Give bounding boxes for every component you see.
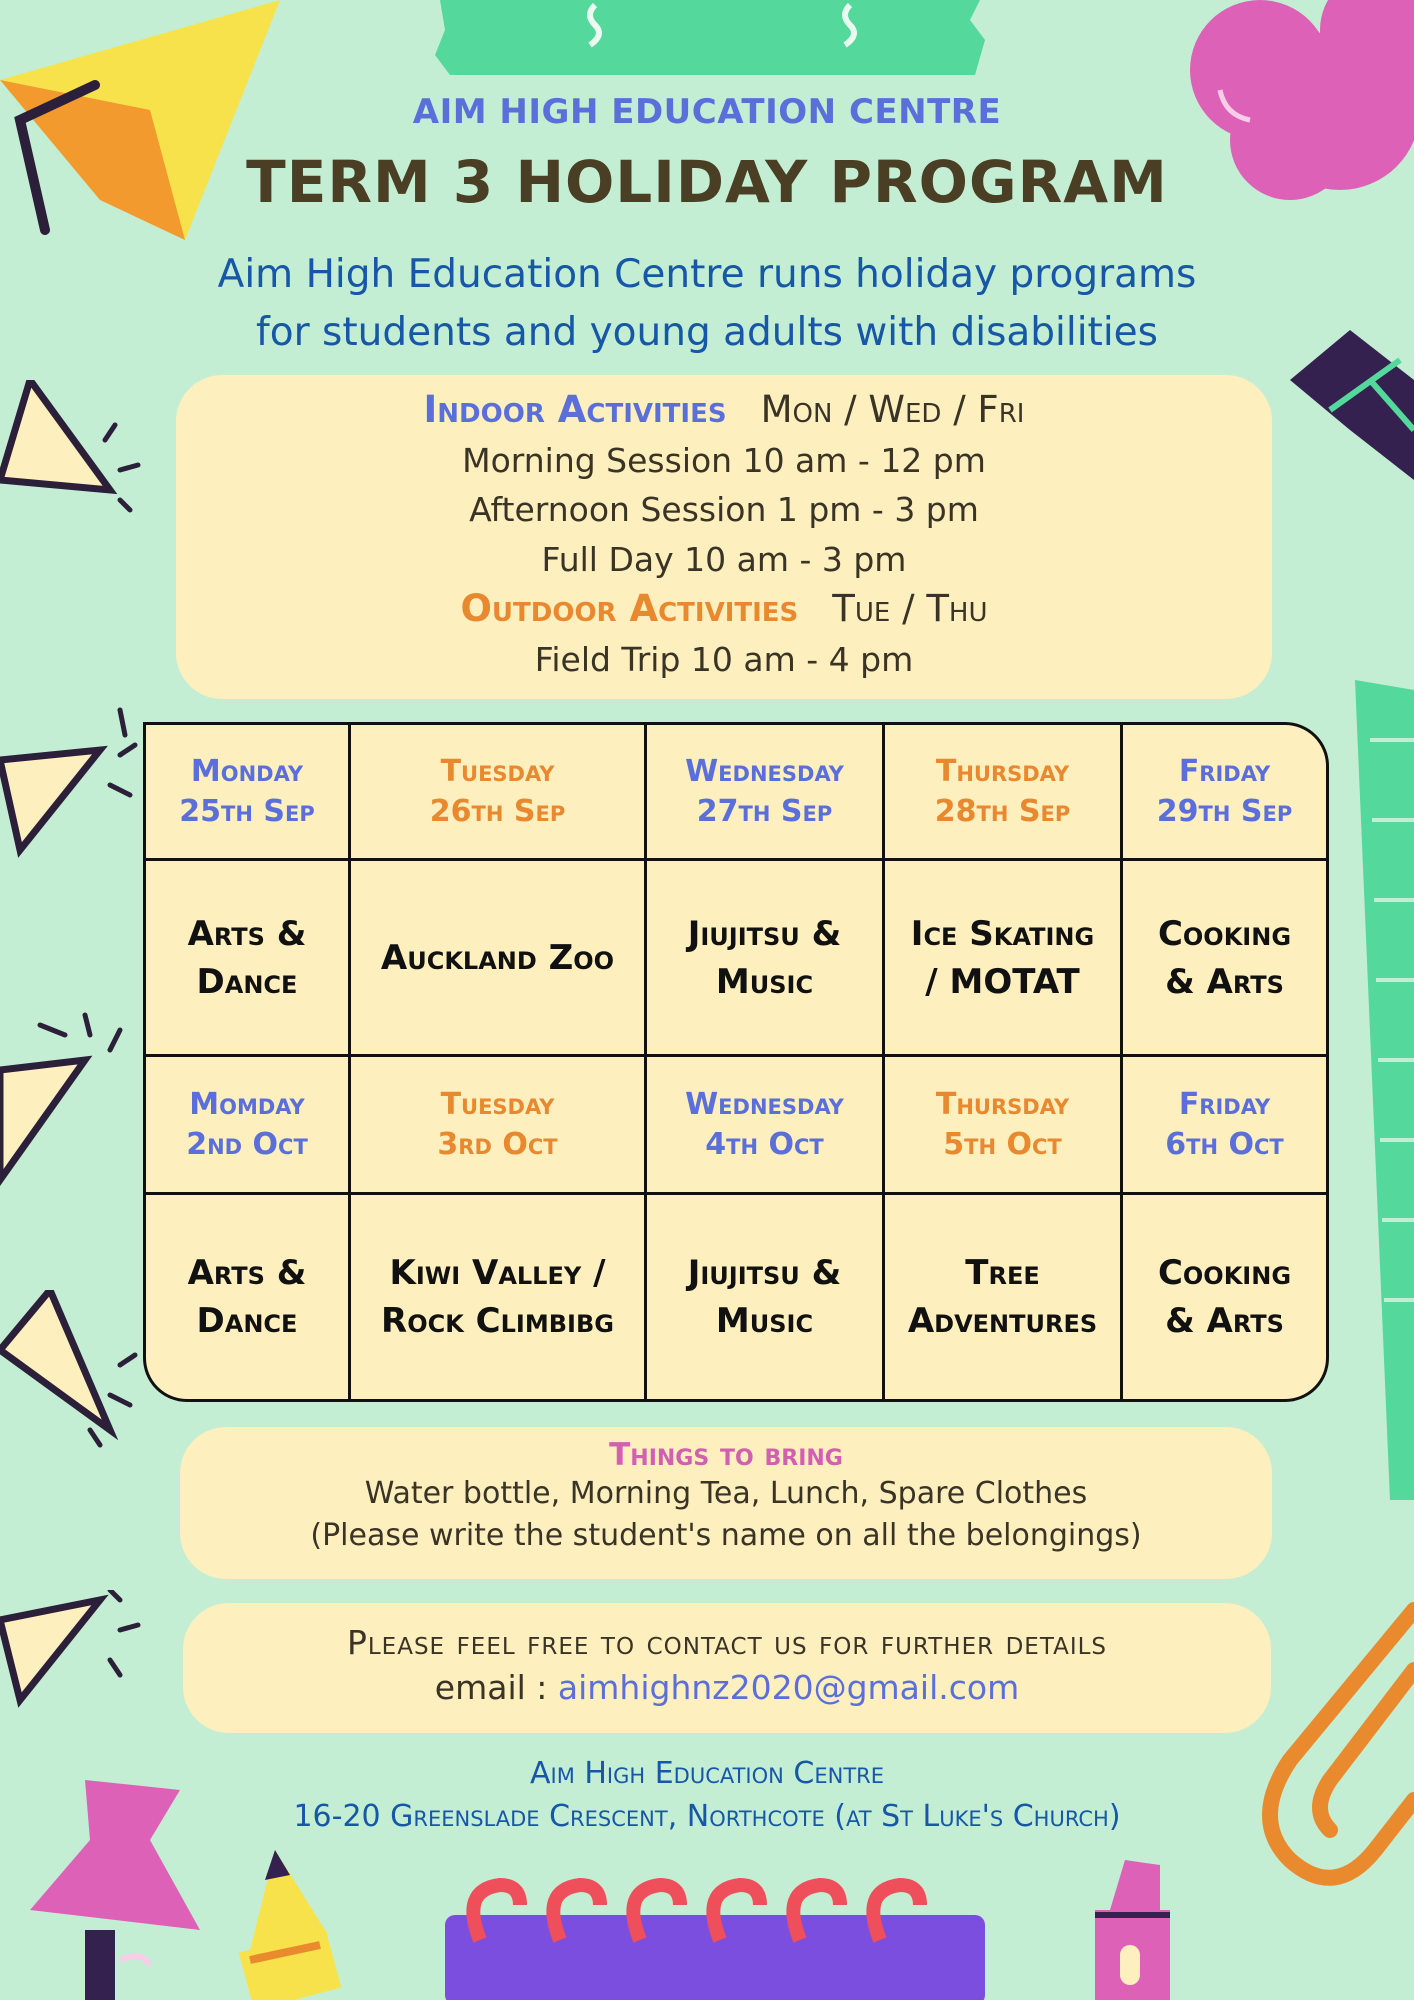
day-date: 4th Oct	[705, 1126, 824, 1162]
activity-cell	[1123, 861, 1326, 1057]
day-name: Thursday	[935, 753, 1070, 789]
arrow-cursor-icon	[0, 1290, 150, 1450]
activity-cell	[146, 861, 351, 1057]
day-date: 29th Sep	[1156, 793, 1293, 829]
email-link[interactable]: aimhighnz2020@gmail.com	[557, 1668, 1020, 1707]
morning-session: Morning Session 10 am - 12 pm	[462, 440, 986, 480]
activity-name: Dance	[196, 961, 298, 1002]
intro-line: Aim High Education Centre runs holiday programs	[217, 252, 1197, 297]
notebook-illustration	[440, 1870, 990, 2000]
full-day-session: Full Day 10 am - 3 pm	[541, 539, 907, 579]
activity-cell	[146, 1195, 351, 1399]
things-to-bring-items: Water bottle, Morning Tea, Lunch, Spare Clothes	[364, 1476, 1088, 1511]
activity-cell	[647, 1195, 885, 1399]
timetable-grid	[143, 722, 1329, 1402]
activity-name: Jiujitsu &	[687, 913, 842, 954]
day-header-cell	[146, 725, 351, 861]
activity-cell	[885, 1195, 1123, 1399]
activity-name: Kiwi Valley /	[389, 1253, 606, 1293]
day-date: 28th Sep	[934, 793, 1071, 829]
activity-name: Dance	[196, 1301, 298, 1341]
tape-illustration	[430, 0, 990, 80]
day-header-cell	[647, 1057, 885, 1195]
day-date: 27th Sep	[696, 793, 833, 829]
things-to-bring-note: (Please write the student's name on all the belongings)	[310, 1518, 1142, 1553]
ruler-illustration	[1350, 680, 1414, 1500]
day-header-cell	[885, 725, 1123, 861]
day-name: Monday	[190, 753, 304, 789]
intro-text	[0, 246, 1414, 362]
activity-name: Auckland Zoo	[380, 937, 615, 978]
day-header-cell	[351, 1057, 647, 1195]
day-date: 3rd Oct	[437, 1126, 558, 1162]
activity-cell	[647, 861, 885, 1057]
indoor-label: Indoor Activities	[423, 388, 727, 431]
activity-name: Jiujitsu &	[687, 1253, 842, 1293]
outdoor-days: Tue / Thu	[832, 587, 988, 630]
day-name: Friday	[1178, 753, 1271, 789]
day-name: Momday	[189, 1086, 305, 1122]
activity-name: Rock Climbibg	[381, 1301, 614, 1341]
day-name: Wednesday	[685, 1086, 844, 1122]
activity-name: Arts &	[187, 1253, 307, 1293]
activity-cell	[351, 861, 647, 1057]
indoor-row	[176, 385, 1272, 436]
day-header-cell	[1123, 1057, 1326, 1195]
activity-name: Adventures	[907, 1301, 1098, 1341]
day-header-cell	[647, 725, 885, 861]
footer-street-address: 16-20 Greenslade Crescent, Northcote (at St Luke's Church)	[293, 1799, 1121, 1834]
session-times-panel	[176, 375, 1272, 699]
things-to-bring-title: Things to bring	[609, 1437, 843, 1473]
email-label: email :	[434, 1668, 558, 1707]
footer-org-name: Aim High Education Centre	[529, 1756, 885, 1791]
activity-name: Cooking	[1157, 913, 1292, 954]
day-date: 25th Sep	[179, 793, 315, 829]
day-header-cell	[351, 725, 647, 861]
activity-name: Music	[715, 961, 814, 1002]
activity-cell	[1123, 1195, 1326, 1399]
footer-address	[0, 1752, 1414, 1838]
activity-name: Cooking	[1157, 1253, 1292, 1293]
indoor-days: Mon / Wed / Fri	[760, 388, 1025, 431]
day-header-cell	[1123, 725, 1326, 861]
things-to-bring-panel	[180, 1427, 1272, 1579]
activity-cell	[351, 1195, 647, 1399]
activity-name: Tree	[965, 1253, 1040, 1293]
field-trip-session: Field Trip 10 am - 4 pm	[534, 639, 914, 679]
activity-name: / MOTAT	[925, 961, 1080, 1002]
contact-text: Please feel free to contact us for further details	[346, 1623, 1108, 1662]
activity-name: & Arts	[1165, 961, 1284, 1002]
arrow-cursor-icon	[0, 1590, 150, 1750]
day-name: Friday	[1178, 1086, 1271, 1122]
activity-name: Arts &	[187, 913, 307, 954]
arrow-cursor-icon	[0, 380, 150, 520]
afternoon-session: Afternoon Session 1 pm - 3 pm	[469, 490, 979, 529]
contact-email-row	[183, 1668, 1271, 1707]
day-date: 5th Oct	[943, 1126, 1062, 1162]
day-date: 6th Oct	[1165, 1126, 1284, 1162]
arrow-cursor-icon	[0, 700, 150, 860]
outdoor-label: Outdoor Activities	[460, 587, 799, 630]
activity-cell	[885, 861, 1123, 1057]
day-name: Tuesday	[440, 753, 555, 789]
day-header-cell	[885, 1057, 1123, 1195]
day-name: Tuesday	[440, 1086, 555, 1122]
activity-name: & Arts	[1165, 1301, 1284, 1341]
intro-line: for students and young adults with disabilities	[256, 310, 1158, 355]
contact-panel	[183, 1603, 1271, 1733]
organization-name: AIM HIGH EDUCATION CENTRE	[412, 92, 1002, 132]
day-name: Thursday	[935, 1086, 1070, 1122]
page-title: TERM 3 HOLIDAY PROGRAM	[246, 148, 1168, 216]
activity-name: Ice Skating	[910, 913, 1095, 954]
crayon-illustration	[1070, 1855, 1180, 2000]
pencil-icon	[230, 1850, 360, 2000]
day-name: Wednesday	[685, 753, 844, 789]
day-header-cell	[146, 1057, 351, 1195]
paperclip-illustration	[1250, 1600, 1414, 1900]
outdoor-row	[176, 584, 1272, 635]
activity-name: Music	[715, 1301, 814, 1341]
arrow-cursor-icon	[0, 1010, 150, 1190]
day-date: 26th Sep	[429, 793, 566, 829]
day-date: 2nd Oct	[186, 1126, 308, 1162]
